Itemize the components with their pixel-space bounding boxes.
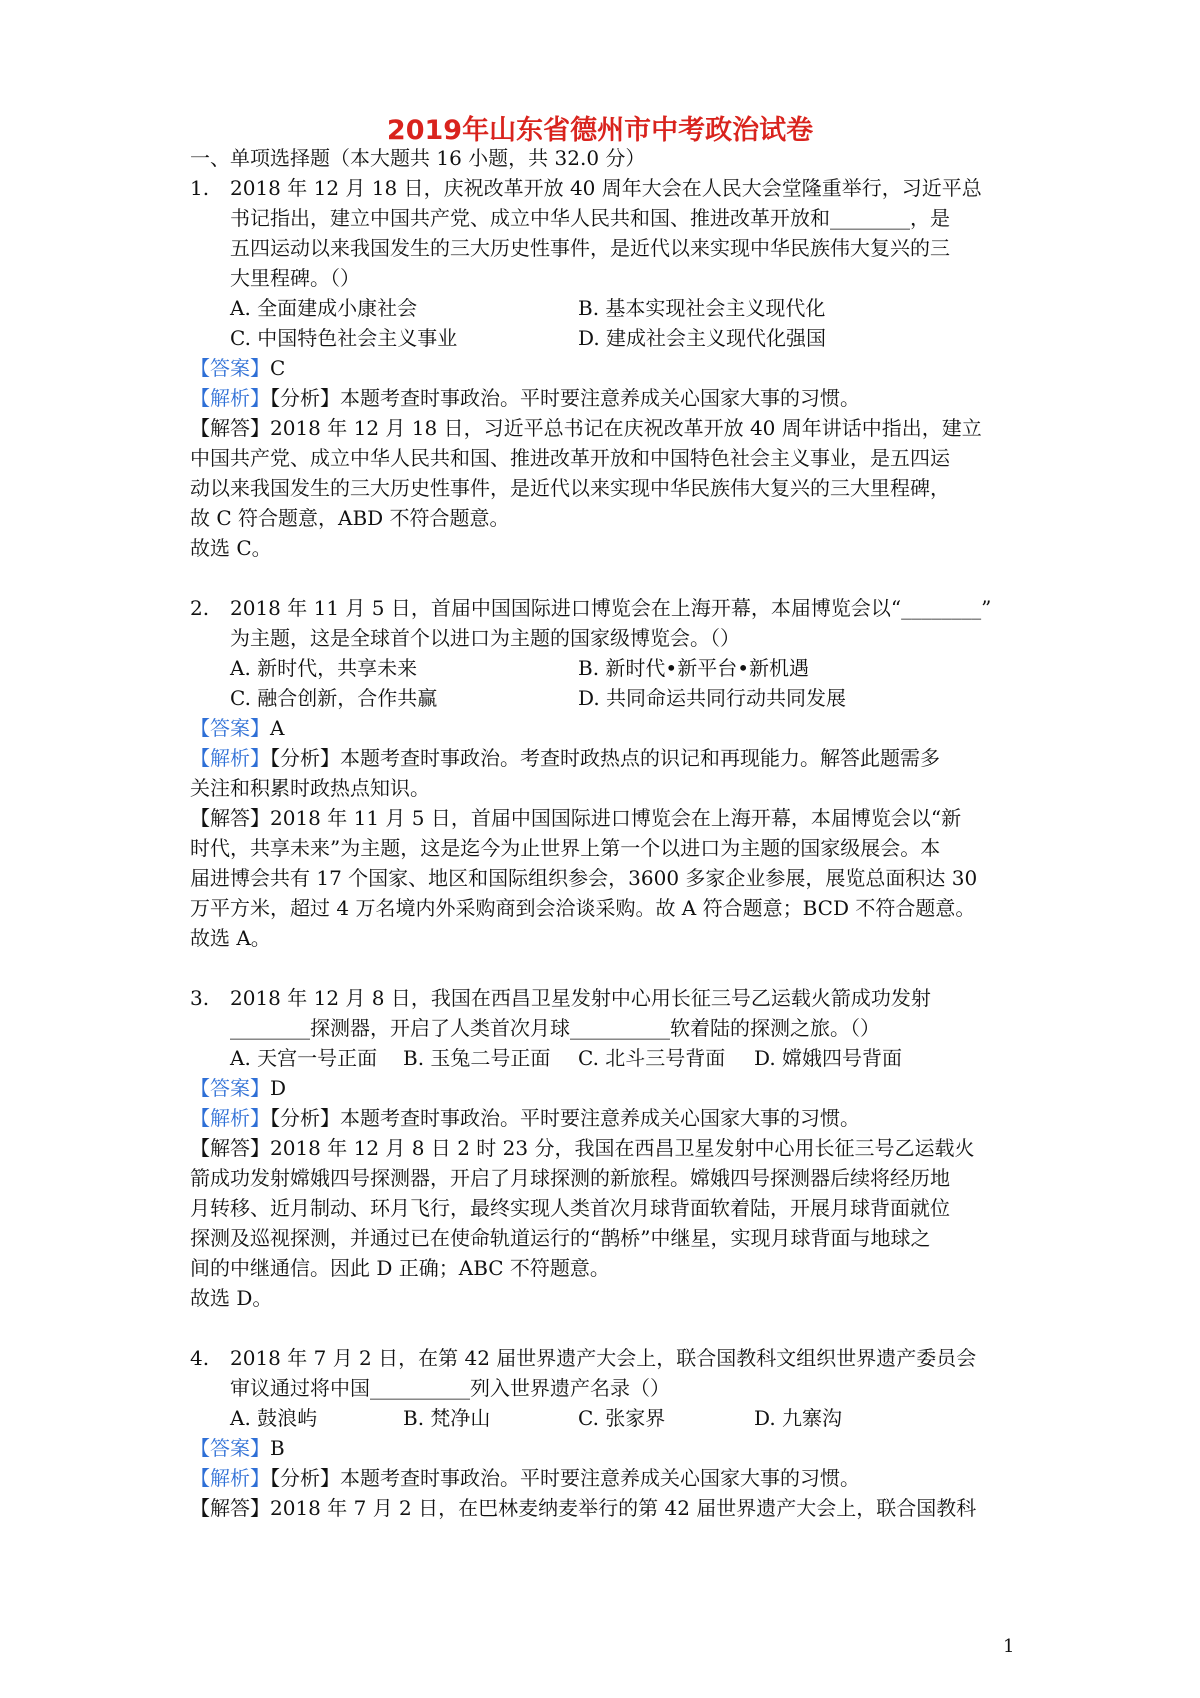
analysis-text: 【分析】本题考查时事政治。平时要注意养成关心国家大事的习惯。	[270, 1466, 860, 1490]
question-stem-line: 2018 年 11 月 5 日，首届中国国际进口博览会在上海开幕，本届博览会以“________”	[230, 596, 992, 620]
answer-value: D	[270, 1076, 287, 1100]
analysis-text: 【分析】本题考查时事政治。考查时政热点的识记和再现能力。解答此题需多	[270, 746, 940, 770]
solution-line: 【解答】2018 年 11 月 5 日，首届中国国际进口博览会在上海开幕，本届博览会以“新	[190, 806, 962, 830]
option-d: D. 嫦娥四号背面	[754, 1046, 903, 1070]
analysis-text: 【分析】本题考查时事政治。平时要注意养成关心国家大事的习惯。	[270, 386, 860, 410]
option-c: C. 张家界	[578, 1406, 666, 1430]
question-stem-line: 为主题，这是全球首个以进口为主题的国家级博览会。（）	[230, 626, 740, 650]
analysis-line-2: 关注和积累时政热点知识。	[190, 776, 430, 800]
option-b: B. 玉兔二号正面	[403, 1046, 551, 1070]
solution-line: 故 C 符合题意，ABD 不符合题意。	[190, 506, 510, 530]
analysis-tag: 【解析】	[190, 1466, 270, 1490]
solution-line: 届进博会共有 17 个国家、地区和国际组织参会，3600 多家企业参展，展览总面积达 30	[190, 866, 978, 890]
analysis-line	[190, 743, 940, 773]
solution-line: 万平方米，超过 4 万名境内外采购商到会洽谈采购。故 A 符合题意；BCD 不符合题意。	[190, 896, 976, 920]
option-c: C. 北斗三号背面	[578, 1046, 726, 1070]
solution-line: 【解答】2018 年 7 月 2 日，在巴林麦纳麦举行的第 42 届世界遗产大会上，联合国教科	[190, 1496, 977, 1520]
analysis-line	[190, 383, 860, 413]
option-b: B. 基本实现社会主义现代化	[578, 296, 826, 320]
question-stem-line: ________探测器，开启了人类首次月球__________软着陆的探测之旅。（）	[230, 1016, 880, 1040]
option-a: A. 全面建成小康社会	[230, 296, 418, 320]
solution-line: 时代，共享未来”为主题，这是迄今为止世界上第一个以进口为主题的国家级展会。本	[190, 836, 941, 860]
question-number: 1.	[190, 176, 210, 200]
option-b: B. 梵净山	[403, 1406, 491, 1430]
option-b: B. 新时代•新平台•新机遇	[578, 656, 810, 680]
option-a: A. 新时代，共享未来	[230, 656, 418, 680]
solution-line: 探测及巡视探测，并通过已在使命轨道运行的“鹊桥”中继星，实现月球背面与地球之	[190, 1226, 931, 1250]
answer-line	[190, 353, 285, 383]
option-c: C. 中国特色社会主义事业	[230, 326, 458, 350]
question-stem-line: 2018 年 12 月 8 日，我国在西昌卫星发射中心用长征三号乙运载火箭成功发射	[230, 986, 931, 1010]
analysis-tag: 【解析】	[190, 746, 270, 770]
answer-value: C	[270, 356, 286, 380]
answer-tag: 【答案】	[190, 1436, 270, 1460]
question-number: 2.	[190, 596, 210, 620]
solution-line: 箭成功发射嫦娥四号探测器，开启了月球探测的新旅程。嫦娥四号探测器后续将经历地	[190, 1166, 950, 1190]
solution-line: 动以来我国发生的三大历史性事件，是近代以来实现中华民族伟大复兴的三大里程碑，	[190, 476, 950, 500]
answer-value: A	[270, 716, 285, 740]
section-heading: 一、单项选择题（本大题共 16 小题，共 32.0 分）	[190, 146, 646, 170]
analysis-tag: 【解析】	[190, 1106, 270, 1130]
option-c: C. 融合创新，合作共赢	[230, 686, 438, 710]
question-stem-line: 2018 年 12 月 18 日，庆祝改革开放 40 周年大会在人民大会堂隆重举行，习近平总	[230, 176, 982, 200]
analysis-text: 【分析】本题考查时事政治。平时要注意养成关心国家大事的习惯。	[270, 1106, 860, 1130]
option-d: D. 九寨沟	[754, 1406, 843, 1430]
solution-line: 故选 C。	[190, 536, 272, 560]
question-stem-line: 审议通过将中国__________列入世界遗产名录（）	[230, 1376, 670, 1400]
solution-line: 间的中继通信。因此 D 正确；ABC 不符题意。	[190, 1256, 610, 1280]
question-stem-line: 五四运动以来我国发生的三大历史性事件，是近代以来实现中华民族伟大复兴的三	[230, 236, 950, 260]
solution-line: 月转移、近月制动、环月飞行，最终实现人类首次月球背面软着陆，开展月球背面就位	[190, 1196, 950, 1220]
solution-line: 故选 A。	[190, 926, 271, 950]
solution-line: 【解答】2018 年 12 月 8 日 2 时 23 分，我国在西昌卫星发射中心用长征三号乙运载火	[190, 1136, 975, 1160]
answer-line	[190, 1073, 286, 1103]
question-number: 3.	[190, 986, 210, 1010]
solution-line: 【解答】2018 年 12 月 18 日，习近平总书记在庆祝改革开放 40 周年讲话中指出，建立	[190, 416, 982, 440]
answer-tag: 【答案】	[190, 356, 270, 380]
answer-tag: 【答案】	[190, 1076, 270, 1100]
option-a: A. 鼓浪屿	[230, 1406, 318, 1430]
question-stem-line: 大里程碑。（）	[230, 266, 360, 290]
answer-value: B	[270, 1436, 285, 1460]
question-number: 4.	[190, 1346, 210, 1370]
option-a: A. 天宫一号正面	[230, 1046, 378, 1070]
analysis-line	[190, 1103, 860, 1133]
option-d: D. 建成社会主义现代化强国	[578, 326, 827, 350]
document-title: 2019年山东省德州市中考政治试卷	[386, 115, 814, 146]
question-stem-line: 书记指出，建立中国共产党、成立中华人民共和国、推进改革开放和________，是	[230, 206, 950, 230]
solution-line: 故选 D。	[190, 1286, 273, 1310]
page-number: 1	[1003, 1636, 1015, 1657]
answer-line	[190, 713, 284, 743]
analysis-line	[190, 1463, 860, 1493]
solution-line: 中国共产党、成立中华人民共和国、推进改革开放和中国特色社会主义事业，是五四运	[190, 446, 950, 470]
analysis-tag: 【解析】	[190, 386, 270, 410]
answer-line	[190, 1433, 285, 1463]
answer-tag: 【答案】	[190, 716, 270, 740]
question-stem-line: 2018 年 7 月 2 日，在第 42 届世界遗产大会上，联合国教科文组织世界遗产委员会	[230, 1346, 977, 1370]
option-d: D. 共同命运共同行动共同发展	[578, 686, 847, 710]
